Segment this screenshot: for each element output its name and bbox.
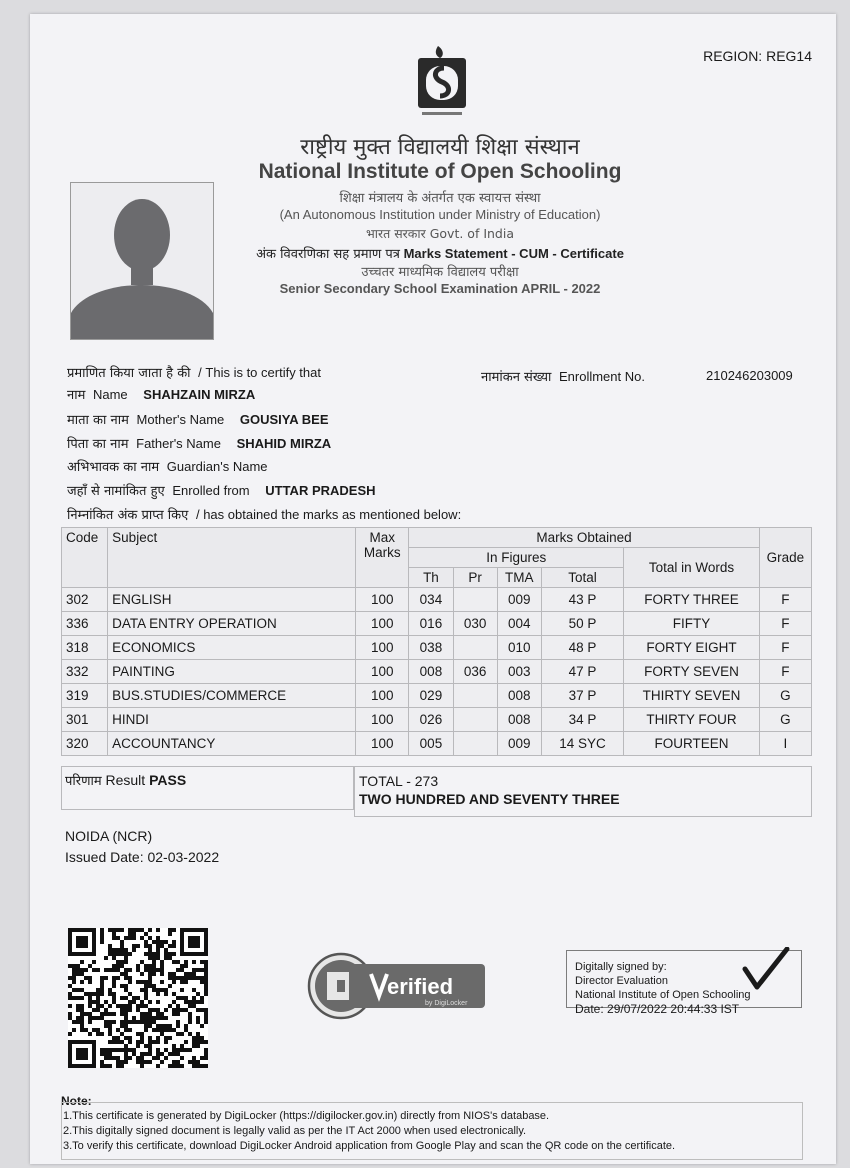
digilocker-verified-badge — [307, 952, 485, 1020]
subject-code-cell: 301 — [62, 708, 108, 732]
practical-marks-cell — [453, 588, 497, 612]
father-label: Father's Name — [136, 436, 221, 451]
student-photo — [70, 182, 214, 340]
theory-marks-cell: 026 — [409, 708, 453, 732]
subject-code-cell: 332 — [62, 660, 108, 684]
marks-table — [61, 527, 812, 756]
sign-line-3: National Institute of Open Schooling — [575, 989, 751, 1001]
institute-subtitle-hindi: शिक्षा मंत्रालय के अंतर्गत एक स्वायत्त संस्था — [339, 191, 541, 206]
table-row — [62, 588, 812, 612]
grade-cell: F — [759, 612, 811, 636]
tma-marks-cell: 008 — [497, 684, 541, 708]
subject-name-cell: ACCOUNTANCY — [108, 732, 356, 756]
certificate-title-english: Marks Statement - CUM - Certificate — [403, 246, 624, 261]
max-marks-cell: 100 — [356, 684, 409, 708]
sign-line-2: Director Evaluation — [575, 975, 668, 987]
enrollment-label-hindi: नामांकन संख्या — [481, 370, 552, 385]
total-marks-cell: 37 P — [541, 684, 623, 708]
subject-code-cell: 319 — [62, 684, 108, 708]
total-words-cell: FORTY SEVEN — [624, 660, 760, 684]
theory-marks-cell: 034 — [409, 588, 453, 612]
practical-marks-cell: 030 — [453, 612, 497, 636]
table-row — [62, 612, 812, 636]
table-row — [62, 684, 812, 708]
theory-marks-cell: 016 — [409, 612, 453, 636]
certificate-title-hindi: अंक विवरणिका सह प्रमाण पत्र — [256, 247, 400, 262]
certify-hindi: प्रमाणित किया जाता है की — [67, 366, 191, 381]
enrollment-number: 210246203009 — [706, 368, 793, 383]
father-value: SHAHID MIRZA — [236, 436, 332, 451]
header-pr: Pr — [453, 568, 497, 588]
theory-marks-cell: 008 — [409, 660, 453, 684]
region-code: REGION: REG14 — [703, 48, 812, 64]
total-words-cell: FIFTY — [624, 612, 760, 636]
result-label: Result — [105, 772, 146, 788]
subject-name-cell: ENGLISH — [108, 588, 356, 612]
institute-name: National Institute of Open Schooling — [258, 160, 622, 183]
govt-line: भारत सरकार Govt. of India — [366, 226, 514, 241]
total-figure: TOTAL - 273 — [359, 773, 439, 789]
enrolled-from-field — [67, 481, 376, 499]
qr-code-icon[interactable] — [68, 928, 208, 1068]
guardian-label-hindi: अभिभावक का नाम — [67, 460, 160, 475]
subject-name-cell: DATA ENTRY OPERATION — [108, 612, 356, 636]
header-th: Th — [409, 568, 453, 588]
total-marks-cell: 47 P — [541, 660, 623, 684]
max-marks-cell: 100 — [356, 732, 409, 756]
total-marks-cell: 48 P — [541, 636, 623, 660]
institute-name-hindi: राष्ट्रीय मुक्त विद्यालयी शिक्षा संस्थान — [300, 135, 580, 160]
total-words-cell: FORTY EIGHT — [624, 636, 760, 660]
result-box — [61, 766, 354, 810]
subject-code-cell: 302 — [62, 588, 108, 612]
guardian-label: Guardian's Name — [166, 459, 268, 474]
table-row — [62, 708, 812, 732]
obtained-line — [67, 505, 461, 523]
enrolled-label: Enrolled from — [172, 483, 250, 498]
institute-subtitle: (An Autonomous Institution under Ministry of Education) — [279, 207, 601, 222]
guardian-name-field — [67, 457, 280, 475]
subject-name-cell: HINDI — [108, 708, 356, 732]
header-in-figures: In Figures — [409, 548, 624, 568]
grade-cell: G — [759, 684, 811, 708]
tma-marks-cell: 009 — [497, 588, 541, 612]
header-tma: TMA — [497, 568, 541, 588]
total-box — [354, 766, 812, 817]
subject-name-cell: ECONOMICS — [108, 636, 356, 660]
header-grade: Grade — [759, 528, 811, 588]
enrollment-label-english: Enrollment No. — [558, 369, 645, 384]
name-label-hindi: नाम — [67, 388, 86, 403]
name-label: Name — [92, 387, 128, 402]
note-section — [61, 1094, 804, 1154]
nios-logo-icon — [414, 44, 470, 122]
header-subject: Subject — [108, 528, 356, 588]
marks-table-body — [62, 588, 812, 756]
practical-marks-cell — [453, 636, 497, 660]
grade-cell: F — [759, 660, 811, 684]
exam-title: Senior Secondary School Examination APRIL - 2022 — [279, 281, 601, 296]
certify-english: / This is to certify that — [198, 365, 321, 380]
subject-code-cell: 318 — [62, 636, 108, 660]
tma-marks-cell: 008 — [497, 708, 541, 732]
enrollment-label — [481, 367, 645, 385]
tma-marks-cell: 004 — [497, 612, 541, 636]
tma-marks-cell: 010 — [497, 636, 541, 660]
verified-sub: by DigiLocker — [425, 1000, 468, 1007]
table-row — [62, 636, 812, 660]
enrolled-value: UTTAR PRADESH — [265, 483, 376, 498]
person-silhouette-icon — [71, 183, 213, 339]
grade-cell: G — [759, 708, 811, 732]
digital-signature-box — [566, 950, 802, 1016]
note-border — [61, 1102, 803, 1160]
total-marks-cell: 34 P — [541, 708, 623, 732]
certify-line — [67, 363, 321, 381]
header-max-marks: Max Marks — [356, 528, 409, 588]
max-marks-cell: 100 — [356, 708, 409, 732]
practical-marks-cell — [453, 708, 497, 732]
theory-marks-cell: 038 — [409, 636, 453, 660]
note-item: 1.This certificate is generated by DigiLocker (https://digilocker.gov.in) directly from NIOS's database. — [63, 1110, 550, 1122]
table-row — [62, 732, 812, 756]
checkmark-icon — [739, 947, 791, 991]
note-item: 3.To verify this certificate, download DigiLocker Android application from Google Play and scan the QR code on the certificate. — [63, 1140, 676, 1152]
sign-line-1: Digitally signed by: — [575, 961, 667, 973]
issue-date: Issued Date: 02-03-2022 — [65, 849, 220, 865]
total-marks-cell: 43 P — [541, 588, 623, 612]
total-words-cell: THIRTY SEVEN — [624, 684, 760, 708]
total-words: TWO HUNDRED AND SEVENTY THREE — [359, 791, 620, 807]
subject-code-cell: 336 — [62, 612, 108, 636]
mother-value: GOUSIYA BEE — [239, 412, 329, 427]
verified-text: erified — [387, 974, 454, 999]
tma-marks-cell: 003 — [497, 660, 541, 684]
subject-code-cell: 320 — [62, 732, 108, 756]
name-field — [67, 385, 255, 403]
max-marks-cell: 100 — [356, 660, 409, 684]
mother-label-hindi: माता का नाम — [67, 413, 129, 428]
total-marks-cell: 50 P — [541, 612, 623, 636]
result-value: PASS — [149, 772, 187, 788]
obtained-hindi: निम्नांकित अंक प्राप्त किए — [67, 508, 189, 523]
practical-marks-cell: 036 — [453, 660, 497, 684]
father-label-hindi: पिता का नाम — [67, 437, 129, 452]
subject-name-cell: PAINTING — [108, 660, 356, 684]
subject-name-cell: BUS.STUDIES/COMMERCE — [108, 684, 356, 708]
enrolled-label-hindi: जहाँ से नामांकित हुए — [67, 484, 165, 499]
note-item: 2.This digitally signed document is legally valid as per the IT Act 2000 when used electronically. — [63, 1125, 527, 1137]
obtained-english: / has obtained the marks as mentioned below: — [195, 507, 462, 522]
certificate-title — [200, 244, 680, 262]
total-words-cell: THIRTY FOUR — [624, 708, 760, 732]
max-marks-cell: 100 — [356, 636, 409, 660]
mother-name-field — [67, 410, 329, 428]
grade-cell: I — [759, 732, 811, 756]
sign-line-4: Date: 29/07/2022 20:44:33 IST — [575, 1002, 740, 1016]
header-total: Total — [541, 568, 623, 588]
max-marks-cell: 100 — [356, 612, 409, 636]
grade-cell: F — [759, 636, 811, 660]
total-words-cell: FORTY THREE — [624, 588, 760, 612]
practical-marks-cell — [453, 732, 497, 756]
practical-marks-cell — [453, 684, 497, 708]
header-total-words: Total in Words — [624, 548, 760, 588]
table-row — [62, 660, 812, 684]
tma-marks-cell: 009 — [497, 732, 541, 756]
exam-title-hindi: उच्चतर माध्यमिक विद्यालय परीक्षा — [361, 265, 519, 280]
mother-label: Mother's Name — [136, 412, 225, 427]
max-marks-cell: 100 — [356, 588, 409, 612]
total-marks-cell: 14 SYC — [541, 732, 623, 756]
issue-place: NOIDA (NCR) — [65, 828, 153, 844]
header-code: Code — [62, 528, 108, 588]
father-name-field — [67, 434, 331, 452]
note-title: Note: — [61, 1094, 92, 1108]
result-label-hindi: परिणाम — [65, 774, 102, 789]
total-words-cell: FOURTEEN — [624, 732, 760, 756]
theory-marks-cell: 029 — [409, 684, 453, 708]
grade-cell: F — [759, 588, 811, 612]
name-value: SHAHZAIN MIRZA — [143, 387, 256, 402]
header-marks-obtained: Marks Obtained — [409, 528, 759, 548]
theory-marks-cell: 005 — [409, 732, 453, 756]
